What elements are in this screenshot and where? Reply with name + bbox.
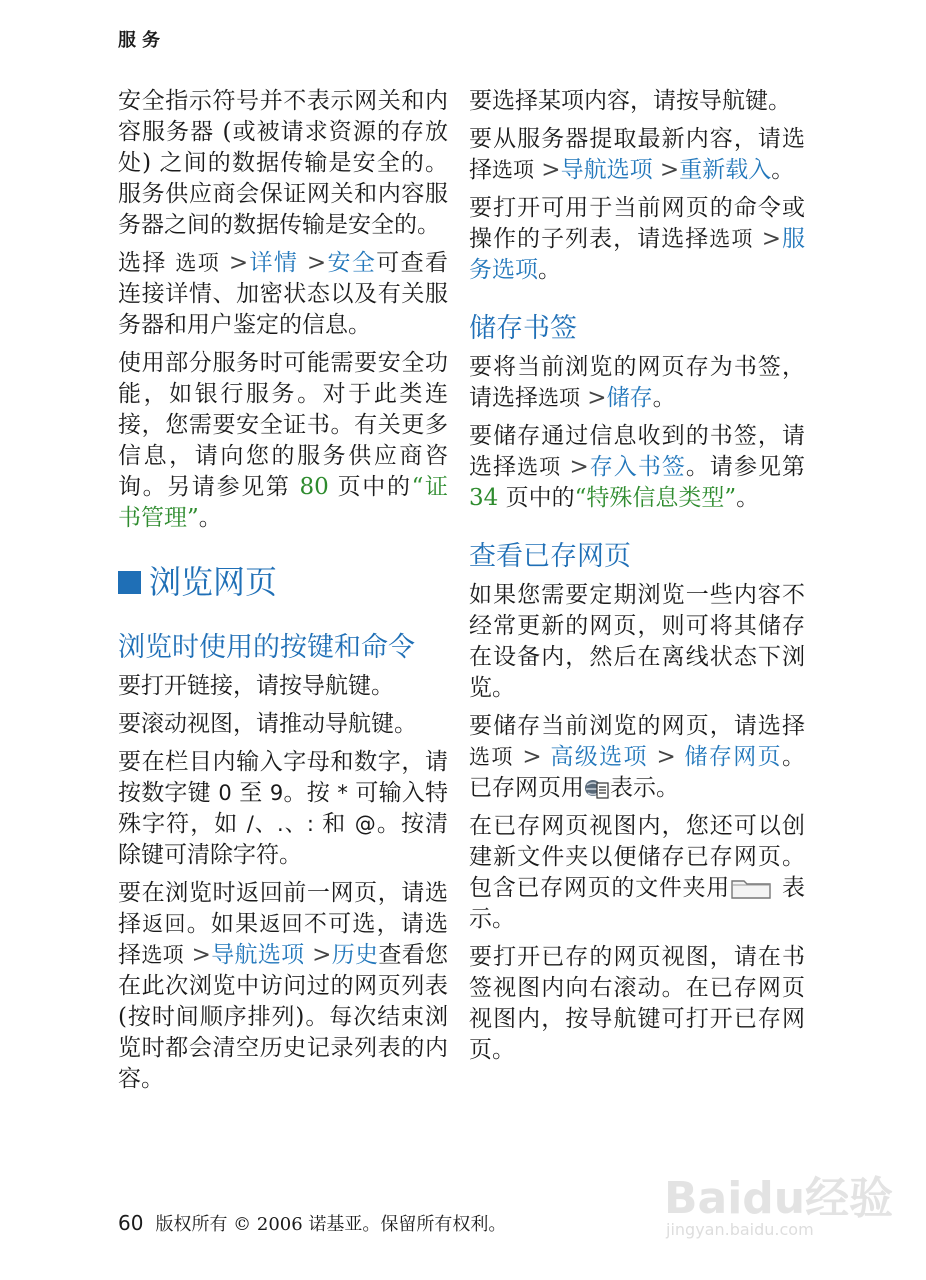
watermark-url: jingyan.baidu.com (666, 1220, 814, 1239)
paragraph-history: 要在浏览时返回前一网页，请选择返回。如果返回不可选，请选择选项 >导航选项 >历史查看您在此次浏览中访问过的网页列表 (按时间顺序排列)。每次结束浏览时都会清空历史记录列表的内容。 (118, 880, 449, 1092)
watermark (664, 1150, 904, 1250)
page-footer (118, 1210, 506, 1236)
page-reference[interactable]: 34 (469, 485, 499, 511)
page-reference[interactable]: 80 (299, 474, 329, 500)
section-square-icon (118, 571, 141, 594)
page-number: 60 (118, 1211, 144, 1235)
menu-details: 详情 (248, 250, 299, 276)
paragraph-select-item: 要选择某项内容，请按导航键。 (469, 88, 791, 114)
paragraph-received-bookmark: 要储存通过信息收到的书签，请选择选项 >存入书签。请参见第 34 页中的“特殊信息类型”。 (469, 423, 806, 511)
subsection-title: 浏览时使用的按键和命令 (118, 632, 415, 663)
paragraph-scroll: 要滚动视图，请推动导航键。 (118, 711, 417, 737)
paragraph-save-bookmark: 要将当前浏览的网页存为书签，请选择选项 >储存。 (469, 354, 805, 411)
section-title: 浏览网页 (118, 562, 448, 602)
heading-saved-pages: 查看已存网页 (469, 541, 631, 572)
right-column (469, 86, 805, 1073)
paragraph-security-details: 选择 选项 >详情 >安全可查看连接详情、加密状态以及有关服务器和用户鉴定的信息。 (118, 250, 449, 338)
cross-reference-link[interactable]: “证书管理” (118, 474, 448, 531)
menu-options: 选项 (175, 251, 221, 275)
copyright: 版权所有 © 2006 诺基亚。保留所有权利。 (155, 1214, 507, 1235)
cross-reference-link[interactable]: “特殊信息类型” (574, 485, 737, 511)
paragraph-save-page: 要储存当前浏览的网页，请选择选项 > 高级选项 > 储存网页。已存网页用 表示。 (469, 713, 805, 801)
paragraph-input-chars: 要在栏目内输入字母和数字，请按数字键 0 至 9。按 * 可输入特殊字符，如 /、.、: 和 @。按清除键可清除字符。 (118, 749, 449, 868)
paragraph-folders: 在已存网页视图内，您还可以创建新文件夹以便储存已存网页。包含已存网页的文件夹用 表示。 (469, 813, 806, 932)
paragraph-certificates: 使用部分服务时可能需要安全功能，如银行服务。对于此类连接，您需要安全证书。有关更多信息，请向您的服务供应商咨询。另请参见第 80 页中的“证书管理”。 (118, 350, 448, 531)
left-column (118, 86, 448, 1102)
paragraph-reload: 要从服务器提取最新内容，请选择选项 >导航选项 >重新载入。 (469, 126, 805, 183)
paragraph-open-link: 要打开链接，请按导航键。 (118, 673, 394, 699)
watermark-logo: Baidu经验 (664, 1173, 894, 1224)
folder-icon (730, 876, 772, 900)
saved-page-icon (584, 777, 610, 799)
paragraph-service-options: 要打开可用于当前网页的命令或操作的子列表，请选择选项 >服务选项。 (469, 195, 806, 283)
paragraph-offline: 如果您需要定期浏览一些内容不经常更新的网页，则可将其储存在设备内，然后在离线状态下浏览。 (469, 582, 805, 701)
heading-save-bookmarks: 储存书签 (469, 313, 577, 344)
paragraph-open-saved: 要打开已存的网页视图，请在书签视图内向右滚动。在已存网页视图内，按导航键可打开已存网页。 (469, 944, 805, 1063)
paragraph-security-note: 安全指示符号并不表示网关和内容服务器 (或被请求资源的存放处) 之间的数据传输是安全的。服务供应商会保证网关和内容服务器之间的数据传输是安全的。 (118, 88, 448, 238)
menu-security: 安全 (326, 250, 377, 276)
running-header: 服务 (118, 30, 166, 51)
